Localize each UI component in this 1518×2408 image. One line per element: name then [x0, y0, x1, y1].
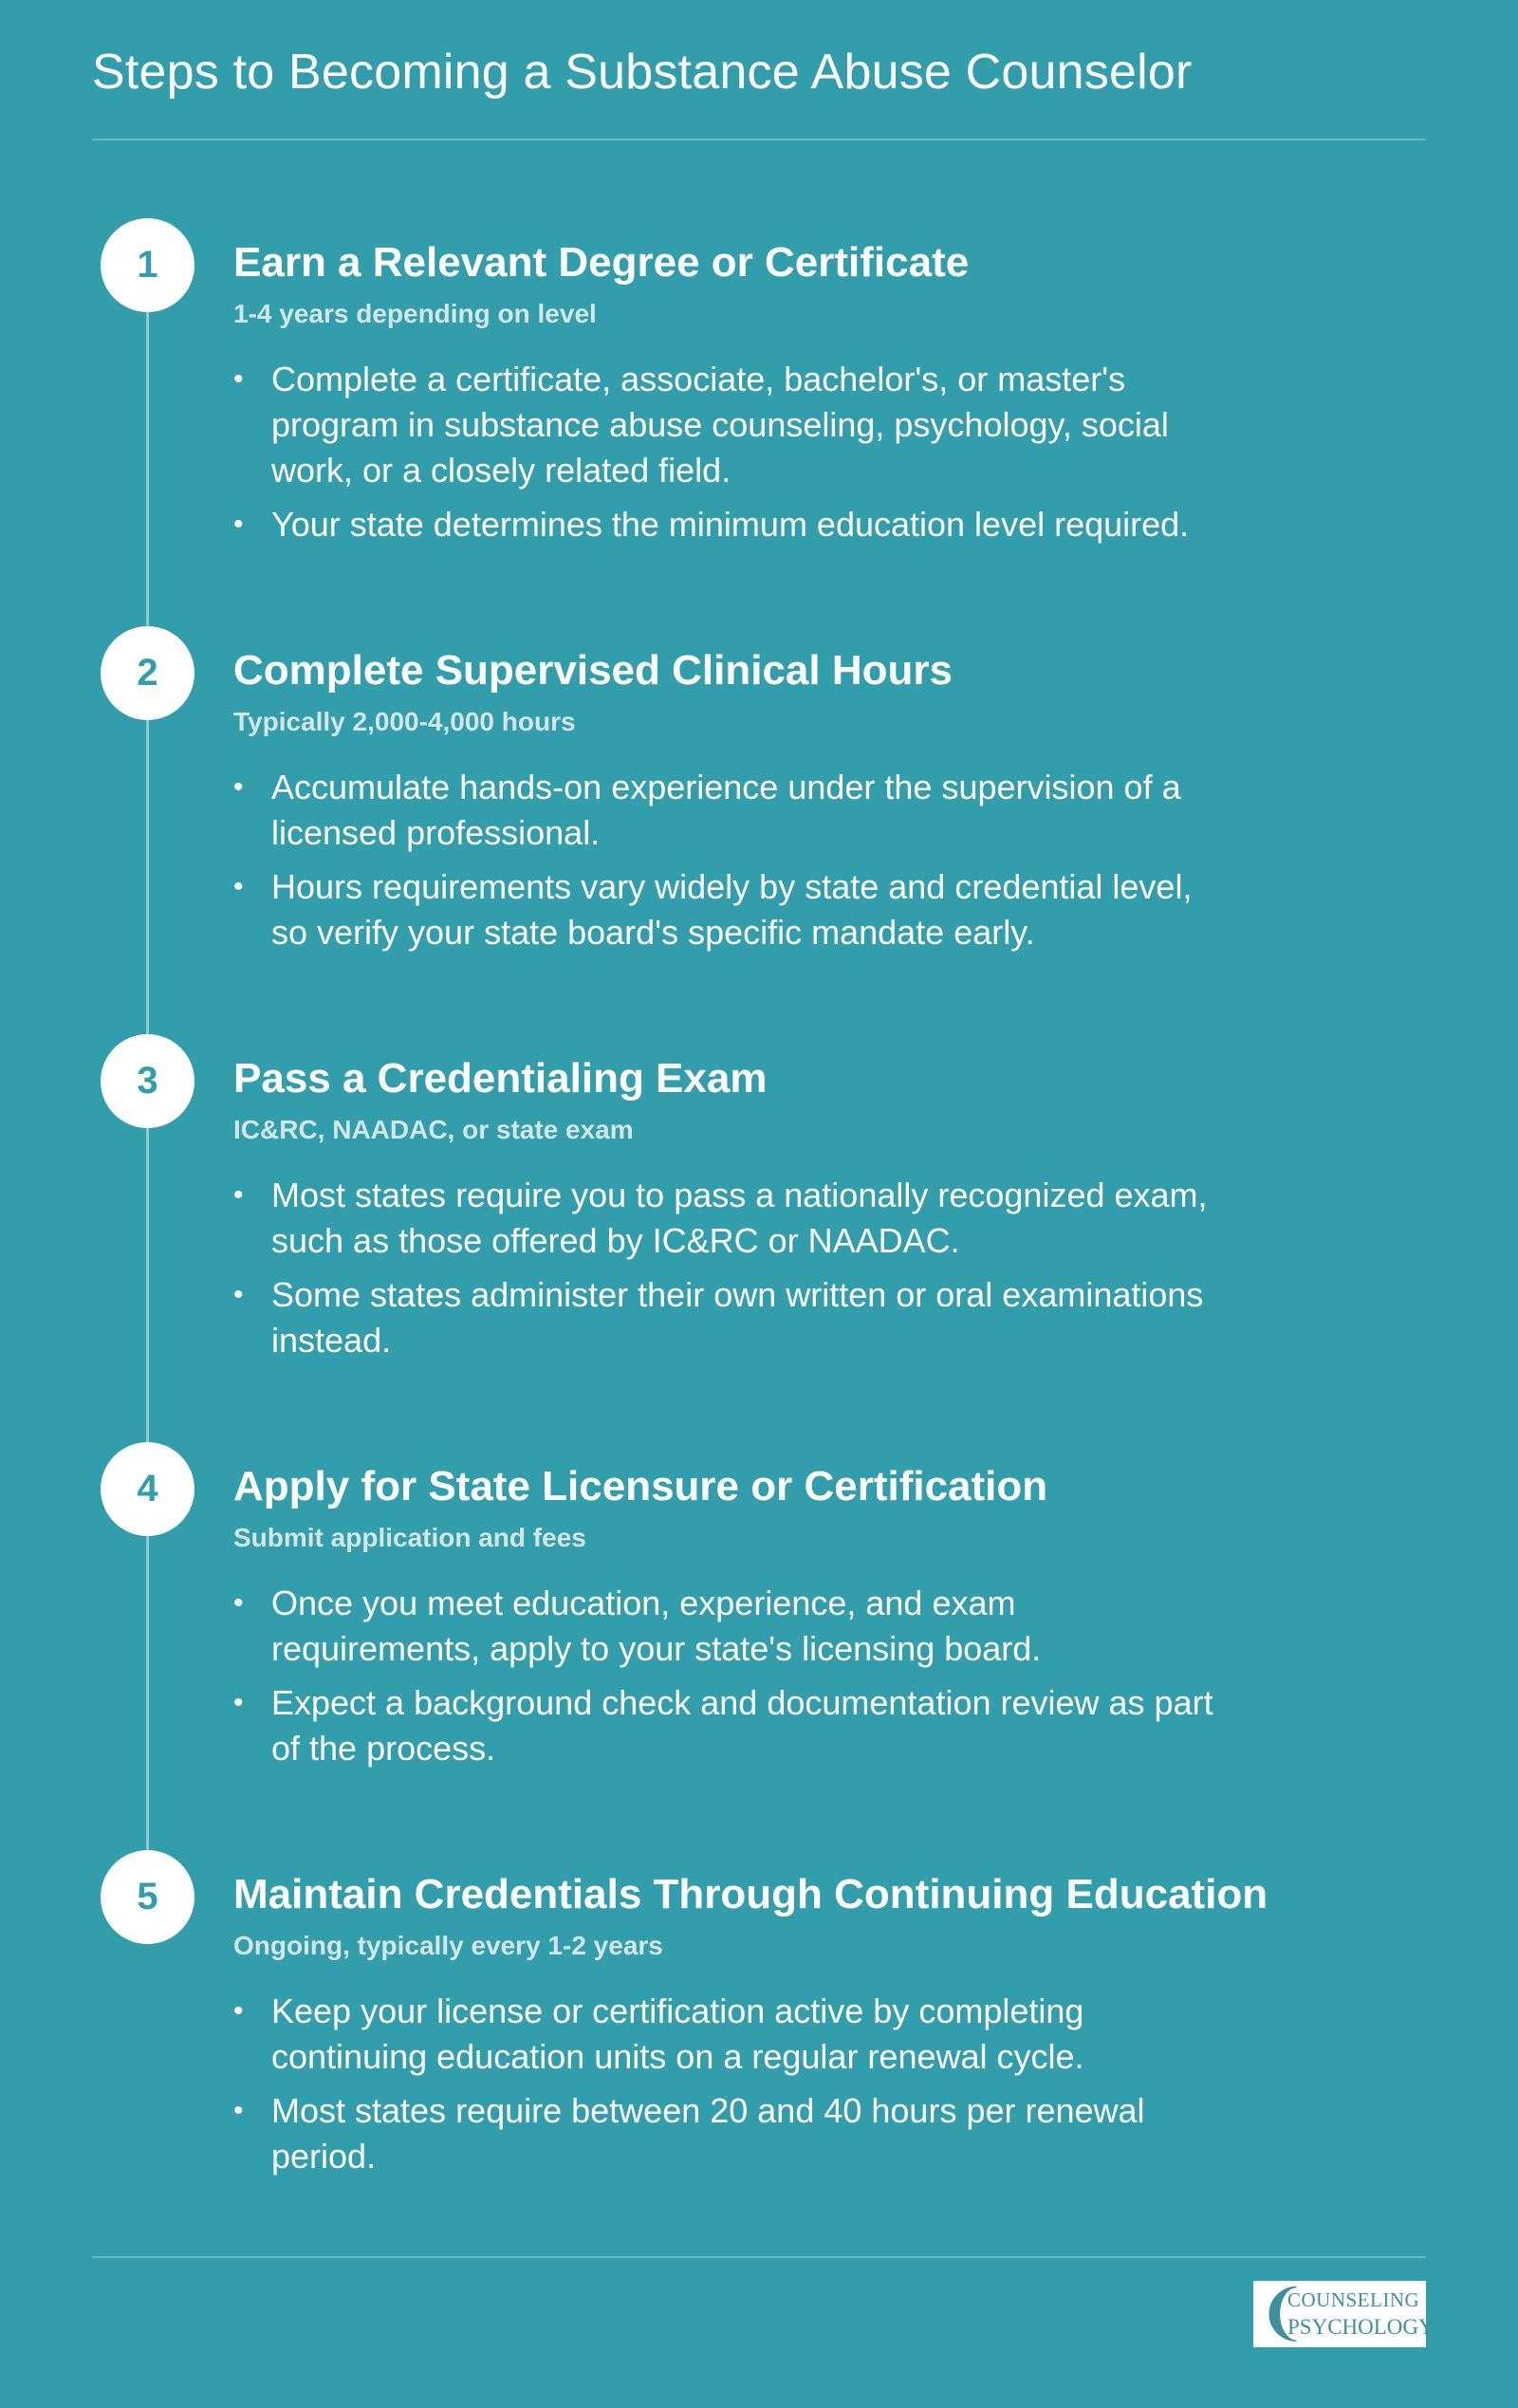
step-subtitle: Typically 2,000-4,000 hours: [233, 707, 576, 736]
step-number-badge: 1: [101, 218, 194, 312]
logo-line-1: COUNSELING: [1287, 2288, 1420, 2311]
step-title: Maintain Credentials Through Continuing Education: [233, 1871, 1268, 1917]
bullet-item: • Keep your license or certification active by completing continuing education units on a regular renewal cycle.: [233, 1989, 1230, 2080]
counseling-psychology-logo: [1253, 2279, 1435, 2347]
step-number-badge: 5: [101, 1850, 194, 1944]
step-title: Apply for State Licensure or Certification: [233, 1463, 1048, 1510]
page-title: Steps to Becoming a Substance Abuse Counselor: [92, 45, 1193, 100]
step-number-badge: 2: [101, 626, 194, 720]
step-subtitle: IC&RC, NAADAC, or state exam: [233, 1115, 634, 1144]
bullet-item: • Hours requirements vary widely by state and credential level, so verify your state board's specific mandate early.: [233, 864, 1230, 955]
bullet-item: • Most states require you to pass a nationally recognized exam, such as those offered by IC&RC or NAADAC.: [233, 1173, 1230, 1264]
step-bullet-list: [233, 357, 1230, 556]
step-number-badge: 4: [101, 1442, 194, 1536]
step-title: Earn a Relevant Degree or Certificate: [233, 239, 970, 286]
step-subtitle: 1-4 years depending on level: [233, 299, 597, 328]
bullet-item: • Accumulate hands-on experience under the supervision of a licensed professional.: [233, 765, 1230, 856]
bullet-item: • Expect a background check and documentation review as part of the process.: [233, 1680, 1230, 1771]
bullet-item: • Complete a certificate, associate, bachelor's, or master's program in substance abuse counseling, psychology, social work, or a closely related field.: [233, 357, 1230, 493]
step-bullet-list: [233, 1173, 1230, 1372]
step-subtitle: Ongoing, typically every 1-2 years: [233, 1931, 663, 1960]
bullet-item: • Your state determines the minimum education level required.: [233, 502, 1230, 547]
top-divider: [92, 139, 1426, 140]
bullet-item: • Some states administer their own written or oral examinations instead.: [233, 1272, 1230, 1363]
step-title: Complete Supervised Clinical Hours: [233, 647, 953, 694]
step-number-badge: 3: [101, 1034, 194, 1128]
bullet-item: • Once you meet education, experience, and exam requirements, apply to your state's licensing board.: [233, 1581, 1230, 1672]
step-bullet-list: [233, 765, 1230, 964]
step-bullet-list: [233, 1989, 1230, 2188]
step-title: Pass a Credentialing Exam: [233, 1055, 768, 1102]
step-bullet-list: [233, 1581, 1230, 1780]
bottom-divider: [92, 2256, 1426, 2258]
step-subtitle: Submit application and fees: [233, 1523, 586, 1552]
logo-line-2: PSYCHOLOGY: [1287, 2315, 1435, 2339]
head-silhouette-icon: ❨: [1257, 2279, 1308, 2346]
bullet-item: • Most states require between 20 and 40 hours per renewal period.: [233, 2088, 1230, 2179]
